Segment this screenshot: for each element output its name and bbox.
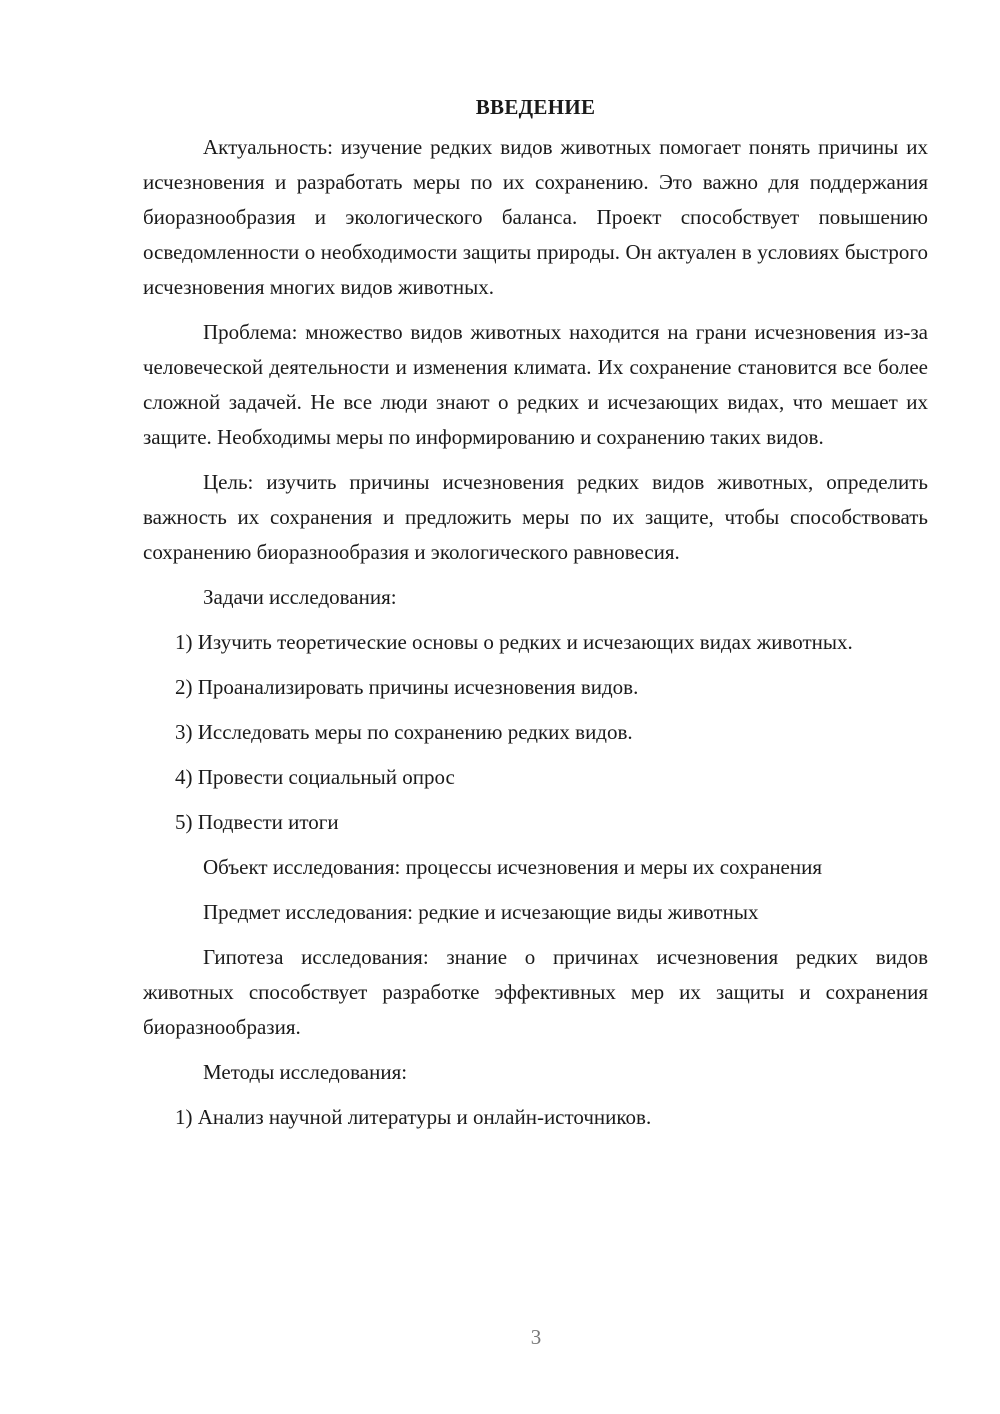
goal-paragraph: Цель: изучить причины исчезновения редких видов животных, определить важность их сохранения и предложить меры по их защите, чтобы способствовать сохранению биоразнообразия и экологического равновесия. xyxy=(143,470,928,564)
tasks-title: Задачи исследования: xyxy=(203,585,397,609)
page-title: ВВЕДЕНИЕ xyxy=(475,95,596,119)
document-body xyxy=(143,90,928,1145)
task-item: 4) Провести социальный опрос xyxy=(175,765,455,789)
hypothesis-paragraph: Гипотеза исследования: знание о причинах исчезновения редких видов животных способствует разработке эффективных мер их защиты и сохранения биоразнообразия. xyxy=(143,945,928,1039)
task-item: 3) Исследовать меры по сохранению редких видов. xyxy=(175,720,633,744)
page-number: 3 xyxy=(530,1325,542,1349)
task-item: 1) Изучить теоретические основы о редких и исчезающих видах животных. xyxy=(175,630,853,654)
research-subject: Предмет исследования: редкие и исчезающие виды животных xyxy=(203,900,759,924)
method-item: 1) Анализ научной литературы и онлайн-источников. xyxy=(175,1105,652,1129)
problem-paragraph: Проблема: множество видов животных находится на грани исчезновения из-за человеческой деятельности и изменения климата. Их сохранение становится все более сложной задачей. Не все люди знают о редких и исчезающих видах, что мешает их защите. Необходимы меры по информированию и сохранению таких видов. xyxy=(143,320,928,449)
task-item: 2) Проанализировать причины исчезновения видов. xyxy=(175,675,639,699)
methods-title: Методы исследования: xyxy=(203,1060,408,1084)
research-object: Объект исследования: процессы исчезновения и меры их сохранения xyxy=(203,855,823,879)
relevance-paragraph: Актуальность: изучение редких видов животных помогает понять причины их исчезновения и разработать меры по их сохранению. Это важно для поддержания биоразнообразия и экологического баланса. Проект способствует повышению осведомленности о необходимости защиты природы. Он актуален в условиях быстрого исчезновения многих видов животных. xyxy=(143,135,928,299)
task-item: 5) Подвести итоги xyxy=(175,810,339,834)
